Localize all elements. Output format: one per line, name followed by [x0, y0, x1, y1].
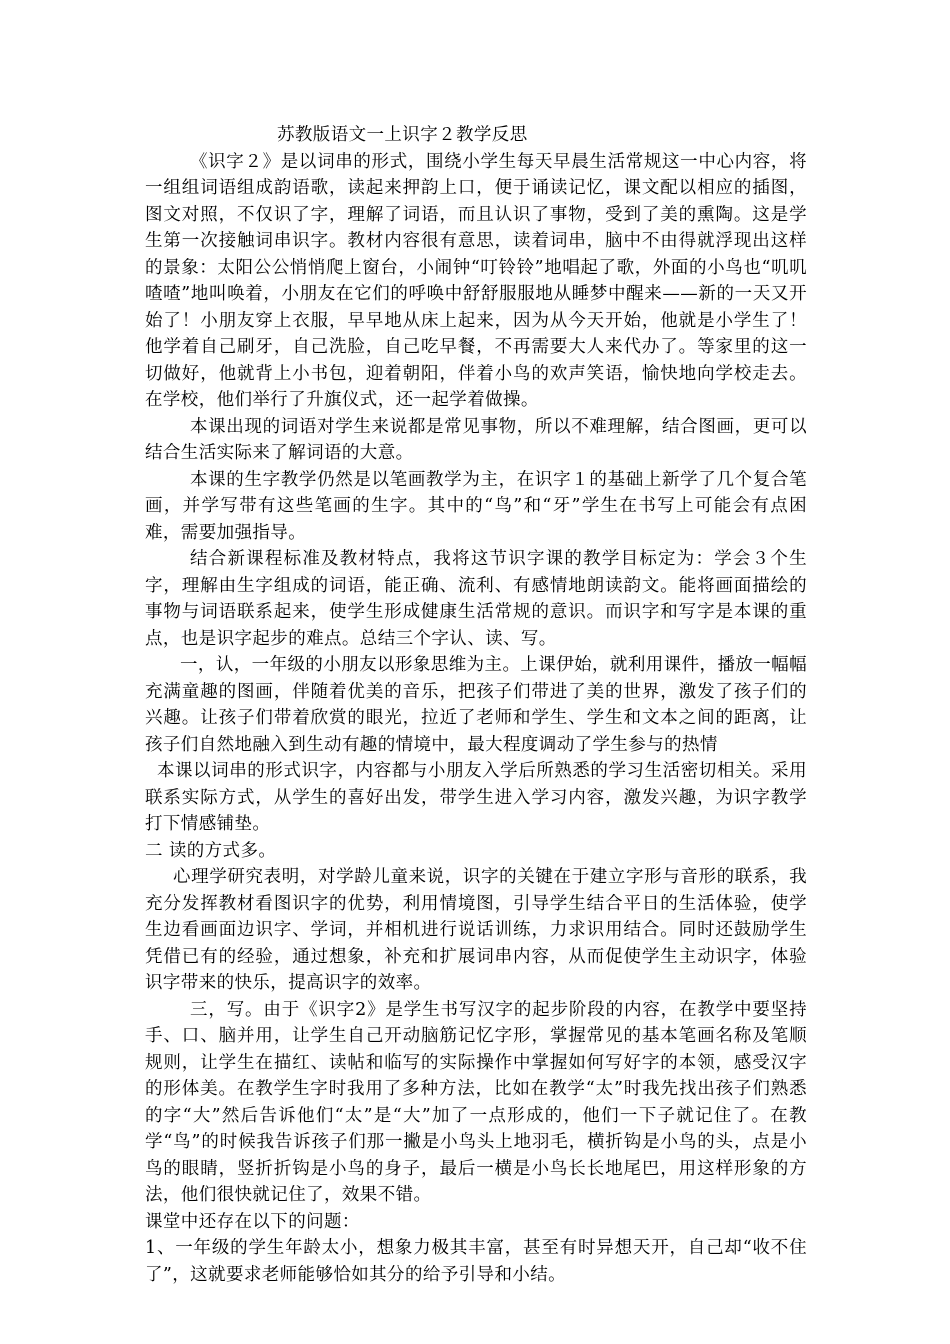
paragraph-problem-1: 1、一年级的学生年龄太小，想象力极其丰富，甚至有时异想天开，自己却“收不住了”，这就要求老师能够恰如其分的给予引导和小结。	[145, 1238, 807, 1285]
paragraph-writing: 三，写。由于《识字2》是学生书写汉字的起步阶段的内容，在教学中要坚持手、口、脑并用，让学生自己开动脑筋记忆字形，掌握常见的基本笔画名称及笔顺规则，让学生在描红、读帖和临写的实际操作中掌握如何写好字的本领，感受汉字的形体美。在教学生字时我用了多种方法，比如在教学“太”时我先找出孩子们熟悉的字“大”然后告诉他们“太”是“大”加了一点形成的，他们一下子就记住了。在教学“鸟”的时候我告诉孩子们那一撇是小鸟头上地羽毛，横折钩是小鸟的头，点是小鸟的眼睛，竖折折钩是小鸟的身子，最后一横是小鸟长长地尾巴，用这样形象的方法，他们很快就记住了，效果不错。	[145, 999, 807, 1205]
paragraph-intro: 《识字２》是以词串的形式，围绕小学生每天早晨生活常规这一中心内容，将一组组词语组成韵语歌，读起来押韵上口，便于诵读记忆，课文配以相应的插图，图文对照，不仅识了字，理解了词语，而且认识了事物，受到了美的熏陶。这是学生第一次接触词串识字。教材内容很有意思，读着词串，脑中不由得就浮现出这样的景象：太阳公公悄悄爬上窗台，小闹钟“叮铃铃”地唱起了歌，外面的小鸟也“叽叽喳喳”地叫唤着，小朋友在它们的呼唤中舒舒服服地从睡梦中醒来——新的一天又开始了！小朋友穿上衣服，早早地从床上起来，因为从今天开始，他就是小学生了！他学着自己刷牙，自己洗脸，自己吃早餐，不再需要大人来代办了。等家里的这一切做好，他就背上小书包，迎着朝阳，伴着小鸟的欢声笑语，愉快地向学校走去。在学校，他们举行了升旗仪式，还一起学着做操。	[145, 151, 807, 410]
paragraph-psychology: 心理学研究表明，对学龄儿童来说，识字的关键在于建立字形与音形的联系，我充分发挥教材看图识字的优势，利用情境图，引导学生结合平日的生活体验，使学生边看画面边识字、学词，并相机进行说话训练，力求识用结合。同时还鼓励学生凭借已有的经验，通过想象，补充和扩展词串内容，从而促使学生主动识字，体验识字带来的快乐，提高识字的效率。	[145, 867, 807, 993]
heading-problems: 课堂中还存在以下的问题：	[145, 1211, 360, 1232]
paragraph-teaching-goals: 结合新课程标准及教材特点，我将这节识字课的教学目标定为：学会３个生字，理解由生字组成的词语，能正确、流利、有感情地朗读韵文。能将画面描绘的事物与词语联系起来，使学生形成健康生活常规的意识。而识字和写字是本课的重点，也是识字起步的难点。总结三个字认、读、写。	[145, 549, 807, 649]
document-page	[145, 122, 807, 1288]
paragraph-recognize: 一，认，一年级的小朋友以形象思维为主。上课伊始，就利用课件，播放一幅幅充满童趣的图画，伴随着优美的音乐，把孩子们带进了美的世界，激发了孩子们的兴趣。让孩子们带着欣赏的眼光，拉近了老师和学生、学生和文本之间的距离，让孩子们自然地融入到生动有趣的情境中，最大程度调动了学生参与的热情	[145, 655, 807, 755]
document-title: 苏教版语文一上识字２教学反思	[277, 125, 528, 145]
paragraph-vocabulary: 本课出现的词语对学生来说都是常见事物，所以不难理解，结合图画，更可以结合生活实际来了解词语的大意。	[145, 416, 807, 463]
heading-reading-methods: 二 读的方式多。	[145, 840, 277, 861]
paragraph-stroke-teaching: 本课的生字教学仍然是以笔画教学为主，在识字１的基础上新学了几个复合笔画，并学写带有这些笔画的生字。其中的“鸟”和“牙”学生在书写上可能会有点困难，需要加强指导。	[145, 469, 807, 543]
paragraph-word-string: 本课以词串的形式识字，内容都与小朋友入学后所熟悉的学习生活密切相关。采用联系实际方式，从学生的喜好出发，带学生进入学习内容，激发兴趣，为识字教学打下情感铺垫。	[145, 761, 807, 834]
